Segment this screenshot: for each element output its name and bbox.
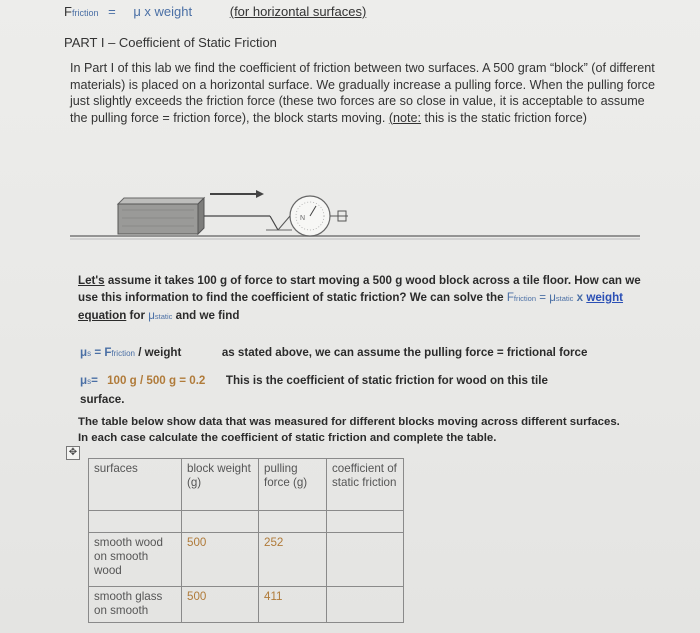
- block-and-scale-diagram: [70, 186, 640, 256]
- mu-f-sub: friction: [111, 349, 135, 358]
- mu-value-calc: 100 g / 500 g = 0.2: [107, 374, 206, 387]
- table-row: [89, 533, 404, 587]
- mu-symbol: μ: [80, 346, 88, 359]
- mu-explain: as stated above, we can assume the pulling force = frictional force: [221, 346, 588, 359]
- cell-weight[interactable]: [182, 511, 259, 533]
- example-paragraph: [78, 272, 658, 325]
- example-mu-sub: static: [555, 294, 574, 303]
- table-row: [89, 587, 404, 623]
- intro-note-label: (note:: [388, 110, 422, 125]
- cell-surface[interactable]: smooth wood on smooth wood: [89, 533, 182, 587]
- formula-lhs-sub: friction: [71, 8, 99, 18]
- mu-value-symbol: μ: [80, 374, 88, 387]
- formula-rhs: μ x weight: [133, 4, 193, 19]
- cell-force[interactable]: [259, 511, 327, 533]
- mu-value-line: [80, 374, 548, 387]
- example-lets: Let's: [78, 274, 105, 287]
- cell-surface[interactable]: [89, 511, 182, 533]
- cell-force[interactable]: 252: [259, 533, 327, 587]
- table-instructions: [78, 414, 668, 446]
- formula-eq: =: [108, 4, 116, 19]
- cell-force[interactable]: 411: [259, 587, 327, 623]
- example-x: x: [573, 291, 587, 304]
- mu-formula-line: [80, 346, 587, 359]
- instructions-line-2: In each case calculate the coefficient of static friction and complete the table.: [78, 432, 497, 444]
- cell-coef[interactable]: [327, 533, 404, 587]
- cell-coef[interactable]: [327, 511, 404, 533]
- mu-value-sub: s: [87, 377, 92, 386]
- instructions-line-1: The table below show data that was measured for different blocks moving across different surfaces.: [78, 416, 620, 428]
- example-f-sub: friction: [513, 294, 536, 303]
- weight-link[interactable]: weight: [586, 291, 624, 304]
- surface-word: surface.: [80, 393, 125, 406]
- header-surfaces: surfaces: [89, 459, 182, 511]
- header-force: pulling force (g): [259, 459, 327, 511]
- example-mu: μ: [549, 291, 556, 304]
- example-mu2: μ: [148, 309, 155, 322]
- equation-label: equation: [78, 309, 127, 322]
- mu-value-eq: =: [91, 374, 102, 387]
- intro-text: In Part I of this lab we find the coefficient of friction between two surfaces. A 500 gram “block” (of different materials) is placed on a horizontal surface. We gradually increase a pulling force. When the pulling force just slightly exceeds the friction force (these two forces are so close in value, it is acceptable to assume the pulling force = friction force), the block starts moving.: [70, 61, 655, 125]
- intro-note-text: this is the static friction force): [421, 110, 587, 125]
- example-f: F: [506, 291, 514, 304]
- example-mu2-sub: static: [154, 312, 173, 321]
- data-table: [88, 458, 404, 623]
- mu-eq: =: [91, 346, 105, 359]
- block-shape: [118, 198, 204, 234]
- example-text: assume it takes 100 g of force to start moving a 500 g wood block across a tile floor. How can we use this information to find the coefficient of static friction? We can solve the: [78, 274, 641, 304]
- formula-lhs: F: [64, 4, 72, 19]
- cell-weight[interactable]: 500: [182, 587, 259, 623]
- table-row: [89, 511, 404, 533]
- header-coefficient: coefficient of static friction: [327, 459, 404, 511]
- mu-f: F: [104, 346, 112, 359]
- cell-coef[interactable]: [327, 587, 404, 623]
- mu-slash: / weight: [134, 346, 182, 359]
- table-header-row: [89, 459, 404, 511]
- table-move-handle-icon[interactable]: ✥: [66, 446, 80, 460]
- example-eq: =: [536, 291, 550, 304]
- scale-label: N: [300, 215, 306, 222]
- cell-weight[interactable]: 500: [182, 533, 259, 587]
- example-and-find: and we find: [172, 309, 240, 322]
- friction-formula: [64, 4, 366, 19]
- intro-paragraph: [70, 60, 655, 126]
- formula-note: (for horizontal surfaces): [229, 4, 367, 19]
- example-for: for: [126, 309, 149, 322]
- part-title: PART I – Coefficient of Static Friction: [64, 35, 277, 50]
- header-weight: block weight (g): [182, 459, 259, 511]
- mu-sub: s: [87, 349, 92, 358]
- cell-surface[interactable]: smooth glass on smooth: [89, 587, 182, 623]
- mu-value-explain: This is the coefficient of static friction for wood on this tile: [225, 374, 548, 387]
